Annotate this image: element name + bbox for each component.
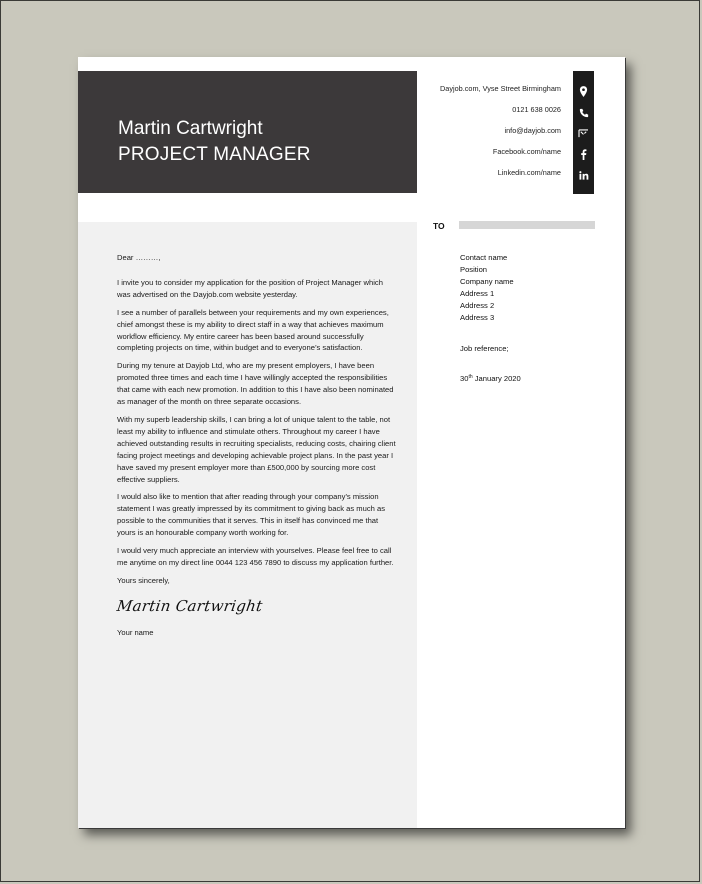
signature: Martin Cartwright: [115, 596, 264, 615]
letter-paragraph: I would also like to mention that after reading through your company’s mission statement I was greatly impressed by its commitment to giving back as much as possible to the communities that it serves. This in itself has convinced me that yours is an honourable company worth working for.: [117, 492, 385, 538]
header-banner: [78, 71, 417, 193]
recipient-address-3: Address 3: [460, 313, 495, 322]
letter-body: [117, 252, 397, 645]
recipient-contact-name: Contact name: [460, 253, 508, 262]
date-day: 30: [460, 374, 469, 383]
date-suffix: th: [468, 374, 473, 380]
job-title: PROJECT MANAGER: [118, 144, 311, 165]
recipient-address-2: Address 2: [460, 301, 495, 310]
contact-icon-bar: [573, 71, 594, 194]
to-divider-bar: [459, 221, 595, 229]
your-name: Your name: [117, 627, 154, 637]
cover-letter-page: [78, 57, 625, 828]
letter-paragraph: With my superb leadership skills, I can bring a lot of unique talent to the table, not least my ability to influence and stimulate others. Throughout my career I have achieved outstanding results in recruiting specialists, reducing costs, chairing client facing project meetings and developing achievable project plans. In the past year I have saved my present employer more than £500,000 by sourcing more cost effective suppliers.: [117, 414, 396, 484]
recipient-position: Position: [460, 265, 488, 274]
job-reference: Job reference;: [460, 344, 509, 353]
letter-paragraph: I would very much appreciate an interview with yourselves. Please feel free to call me anytime on my direct line 0044 123 456 7890 to discuss my application further.: [117, 546, 394, 567]
facebook-icon: [577, 148, 590, 161]
salutation: Dear ………,: [117, 253, 161, 262]
email-icon: [577, 127, 590, 140]
contact-email: info@dayjob.com: [504, 126, 561, 135]
contact-address: Dayjob.com, Vyse Street Birmingham: [440, 84, 561, 93]
letter-column: [78, 222, 417, 828]
phone-icon: [577, 106, 590, 119]
contact-details: [440, 85, 561, 190]
signoff: Yours sincerely,: [117, 575, 170, 585]
recipient-address-1: Address 1: [460, 289, 495, 298]
recipient-address: [460, 252, 514, 324]
contact-linkedin: Linkedin.com/name: [497, 168, 561, 177]
contact-facebook: Facebook.com/name: [492, 147, 561, 156]
applicant-name: Martin Cartwright: [118, 118, 263, 139]
date-rest: January 2020: [472, 374, 521, 383]
location-pin-icon: [577, 85, 590, 98]
letter-paragraph: I invite you to consider my application for the position of Project Manager which was advertised on the Dayjob.com website yesterday.: [117, 277, 383, 299]
letter-date: [460, 373, 521, 385]
recipient-company: Company name: [460, 277, 514, 286]
linkedin-icon: [577, 169, 590, 182]
to-label: TO: [433, 221, 445, 231]
letter-paragraph: During my tenure at Dayjob Ltd, who are my present employers, I have been promoted three times and each time I have willingly accepted the responsibilities that came with each new promotion. In addition to this I have also been nominated as manager of the month on three separate occasions.: [117, 361, 394, 407]
contact-phone: 0121 638 0026: [512, 105, 561, 114]
letter-paragraph: I see a number of parallels between your requirements and my own experiences, chief amongst these is my ability to direct staff in a way that achieves maximum workflow efficiency. My entire career has been based around successfully completing projects on time, within budget and to everyone’s satisfaction.: [117, 307, 389, 353]
